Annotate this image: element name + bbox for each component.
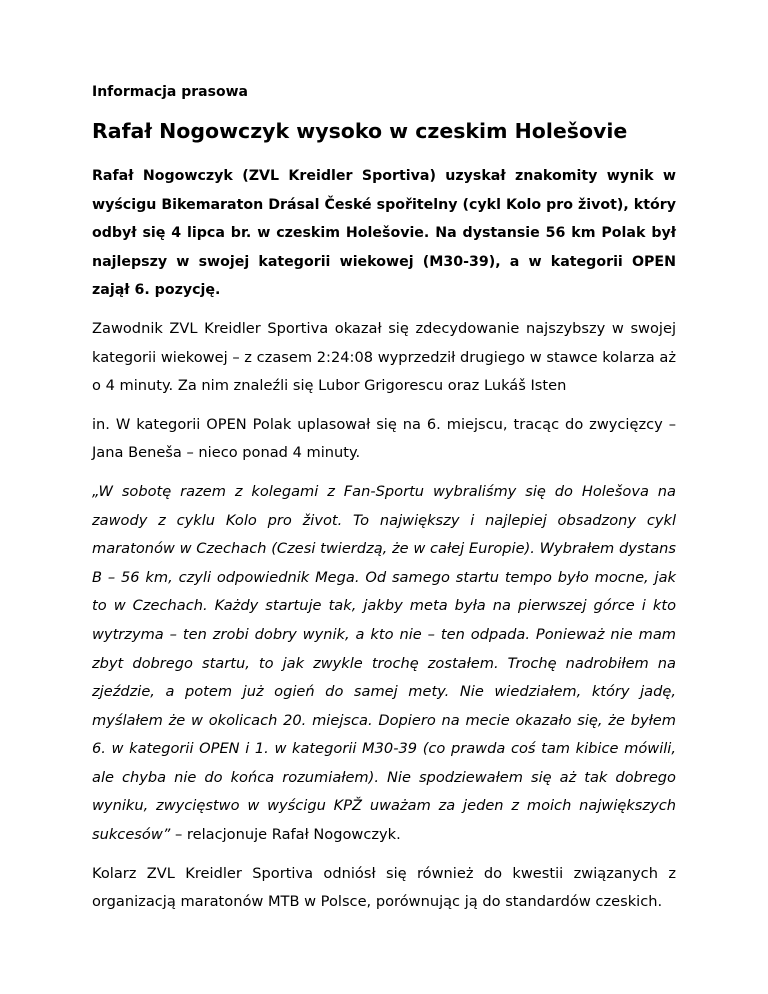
document-label: Informacja prasowa	[92, 84, 248, 100]
quote-text: „W sobotę razem z kolegami z Fan-Sportu wybraliśmy się do Holešova na zawody z cyklu Kolo pro život. To największy i najlepiej obsadzony cykl maratonów w Czechach (Czesi twierdzą, że w całej Europie). Wybrałem dystans B – 56 km, czyli odpowiednik Mega. Od samego startu tempo było mocne, jak to w Czechach. Każdy startuje tak, jakby meta była na pierwszej górce i kto wytrzyma – ten zrobi dobry wynik, a kto nie – ten odpada. Ponieważ nie mam zbyt dobrego startu, to jak zwykle trochę zostałem. Trochę nadrobiłem na zjeździe, a potem już ogień do samej mety. Nie wiedziałem, który jadę, myślałem że w okolicach 20. miejsca. Dopiero na mecie okazało się, że byłem 6. w kategorii OPEN i 1. w kategorii M30-39 (co prawda coś tam kibice mówili, ale chyba nie do końca rozumiałem). Nie spodziewałem się aż tak dobrego wyniku, zwycięstwo w wyścigu KPŽ uważam za jeden z moich największych sukcesów”	[92, 482, 676, 844]
document-title: Rafał Nogowczyk wysoko w czeskim Holešovie	[92, 119, 628, 143]
quote-paragraph	[92, 478, 676, 850]
lead-paragraph: Rafał Nogowczyk (ZVL Kreidler Sportiva) uzyskał znakomity wynik w wyścigu Bikemaraton Drásal České spořitelny (cykl Kolo pro život), który odbył się 4 lipca br. w czeskim Holešovie. Na dystansie 56 km Polak był najlepszy w swojej kategorii wiekowej (M30-39), a w kategorii OPEN zajął 6. pozycję.	[92, 168, 676, 299]
body-paragraph-1: Zawodnik ZVL Kreidler Sportiva okazał się zdecydowanie najszybszy w swojej kategorii wiekowej – z czasem 2:24:08 wyprzedził drugiego w stawce kolarza aż o 4 minuty. Za nim znaleźli się Lubor Grigorescu oraz Lukáš Isten	[92, 319, 676, 395]
document-page	[92, 82, 676, 927]
body-paragraph-2: in. W kategorii OPEN Polak uplasował się na 6. miejscu, tracąc do zwycięzcy – Jana Beneša – nieco ponad 4 minuty.	[92, 415, 676, 462]
quote-attribution: – relacjonuje Rafał Nogowczyk.	[170, 826, 401, 844]
body-paragraph-3: Kolarz ZVL Kreidler Sportiva odniósł się również do kwestii związanych z organizacją maratonów MTB w Polsce, porównując ją do standardów czeskich.	[92, 864, 676, 911]
